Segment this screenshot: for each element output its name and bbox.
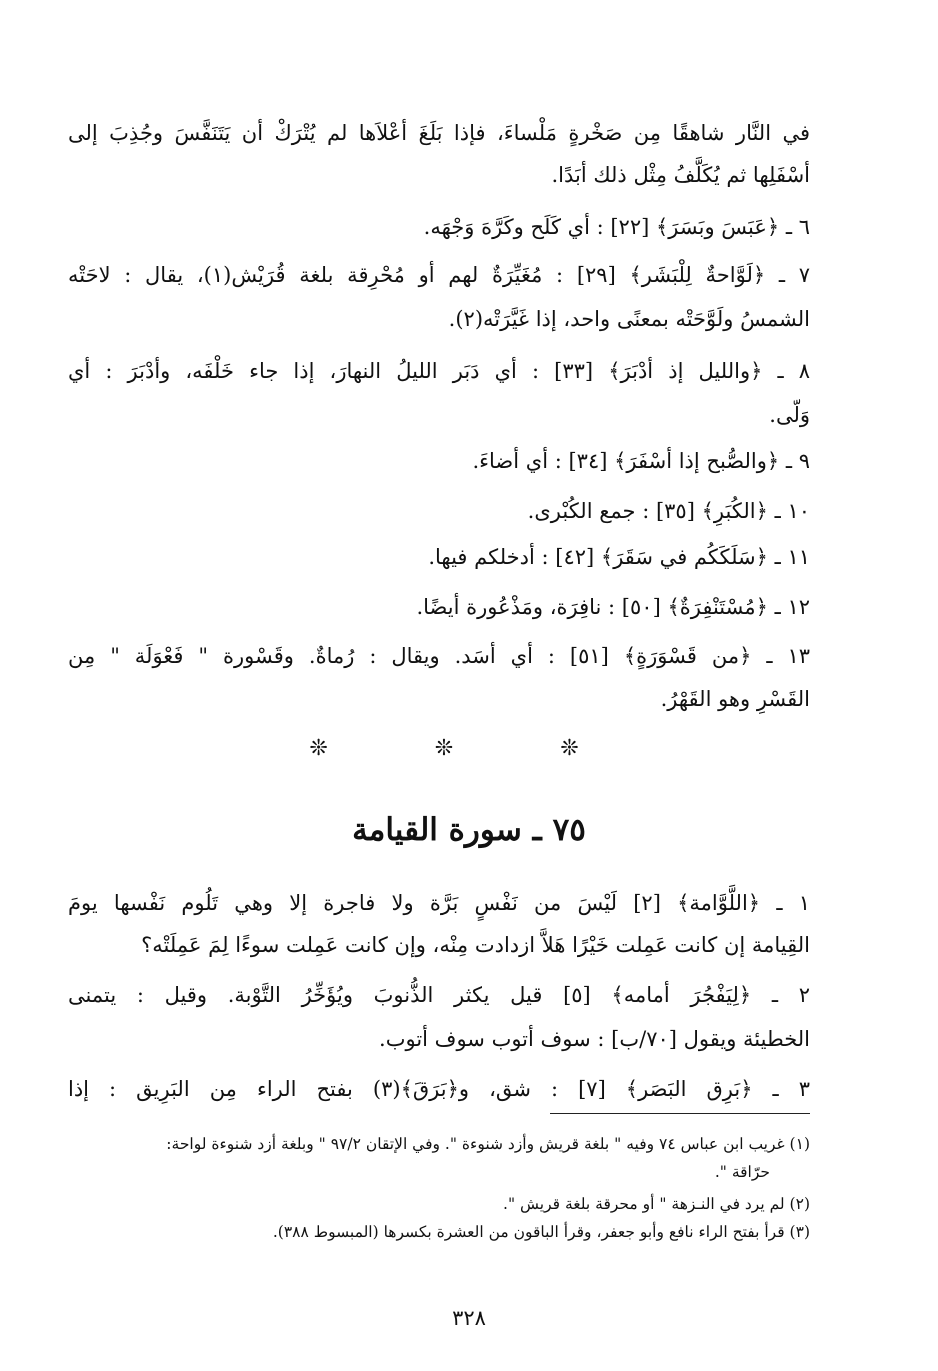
text-line: ١ ـ ﴿اللَّوَّامة﴾ [٢] لَيْسَ من نَفْسٍ بَرَّة ولا فاجرة إلا وهي تَلُوم نَفْسها يومَ	[68, 891, 810, 915]
footnote-separator	[550, 1113, 810, 1114]
section-divider: ❊ ❊ ❊	[309, 736, 629, 761]
text-line: ١٠ ـ ﴿الكُبَرِ﴾ [٣٥] : جمع الكُبْرى.	[527, 499, 810, 523]
text-line: ٦ ـ ﴿عَبَسَ وبَسَرَ﴾ [٢٢] : أي كَلَح وكَرَّهَ وَجْهَه.	[423, 215, 810, 239]
text-line: ١٣ ـ ﴿من قَسْوَرَةٍ﴾ [٥١] : أي أسَد. ويقال : رُماةٌ. وقَسْورة " فَعْوَلَة " مِن	[68, 644, 811, 668]
text-line: ٧ ـ ﴿لَوَّاحةٌ لِلْبَشَر﴾ [٢٩] : مُغَيِّرَةٌ لهم أو مُحْرِقة بلغة قُرَيْش(١)، يقال : لاحَتْه	[68, 263, 810, 287]
page-number: ٣٢٨	[452, 1306, 486, 1330]
text-line: ٩ ـ ﴿والصُّبح إذا أسْفَرَ﴾ [٣٤] : أي أضاءَ.	[472, 449, 810, 473]
footnote: حرّاقة ".	[714, 1163, 770, 1181]
text-line: القَسْرِ وهو القَهْرُ.	[660, 687, 810, 711]
text-line: في النَّار شاهقًا مِن صَخْرةٍ مَلْساءَ، فإذا بَلَغَ أعْلاَها لم يُتْرَكْ أن يَتَنَفَّسَ وجُذِبَ إلى	[68, 121, 810, 145]
text-line: ٣ ـ ﴿بَرِق البَصَر﴾ [٧] : شق، و﴿بَرَقَ﴾(٣) بفتح الراء مِن البَرِيق : إذا	[68, 1077, 810, 1101]
footnote: (١) غريب ابن عباس ٧٤ وفيه " بلغة قريش وأزد شنوءة ". وفي الإتقان ٩٧/٢ " وبلغة أزد شنوءة لواحة:	[166, 1135, 810, 1153]
text-line: ٨ ـ ﴿والليل إذ أدْبَرَ﴾ [٣٣] : أي دَبَر الليلُ النهارَ، إذا جاء خَلْفَه، وأدْبَرَ : أي	[68, 359, 811, 383]
surah-heading: ٧٥ ـ سورة القيامة	[352, 812, 586, 848]
text-line: الشمسُ ولَوَّحَتْه بمعنًى واحد، إذا غَيَّرَتْه(٢).	[448, 307, 810, 331]
text-line: القِيامة إن كانت عَمِلت خَيْرًا هَلاَّ ازدادت مِنْه، وإن كانت عَمِلت سوءًا لِمَ عَمِلَتْه؟	[141, 933, 810, 957]
footnote: (٢) لم يرد في النـزهة " أو محرقة بلغة قريش ".	[503, 1195, 810, 1213]
text-line: ٢ ـ ﴿لِيَفْجُرَ أمامه﴾ [٥] قيل يكثر الذُّنوبَ ويُؤَخِّرُ التَّوْبة. وقيل : يتمنى	[68, 983, 810, 1007]
text-line: ١١ ـ ﴿سَلَكَكُم في سَقَرَ﴾ [٤٢] : أدخلكم فيها.	[428, 545, 810, 569]
text-line: وَلّى.	[769, 403, 810, 427]
text-line: الخطيئة ويقول [٧٠/ب] : سوف أتوب سوف أتوب.	[379, 1027, 810, 1051]
text-line: أسْفَلِها ثم يُكَلَّفُ مِثْل ذلك أبَدًا.	[551, 163, 810, 187]
text-line: ١٢ ـ ﴿مُسْتَنْفِرَةٌ﴾ [٥٠] : نافِرَة، ومَذْعُورة أيضًا.	[416, 595, 810, 619]
footnote: (٣) قرأ بفتح الراء نافع وأبو جعفر، وقرأ الباقون من العشرة بكسرها (المبسوط ٣٨٨).	[272, 1223, 810, 1241]
